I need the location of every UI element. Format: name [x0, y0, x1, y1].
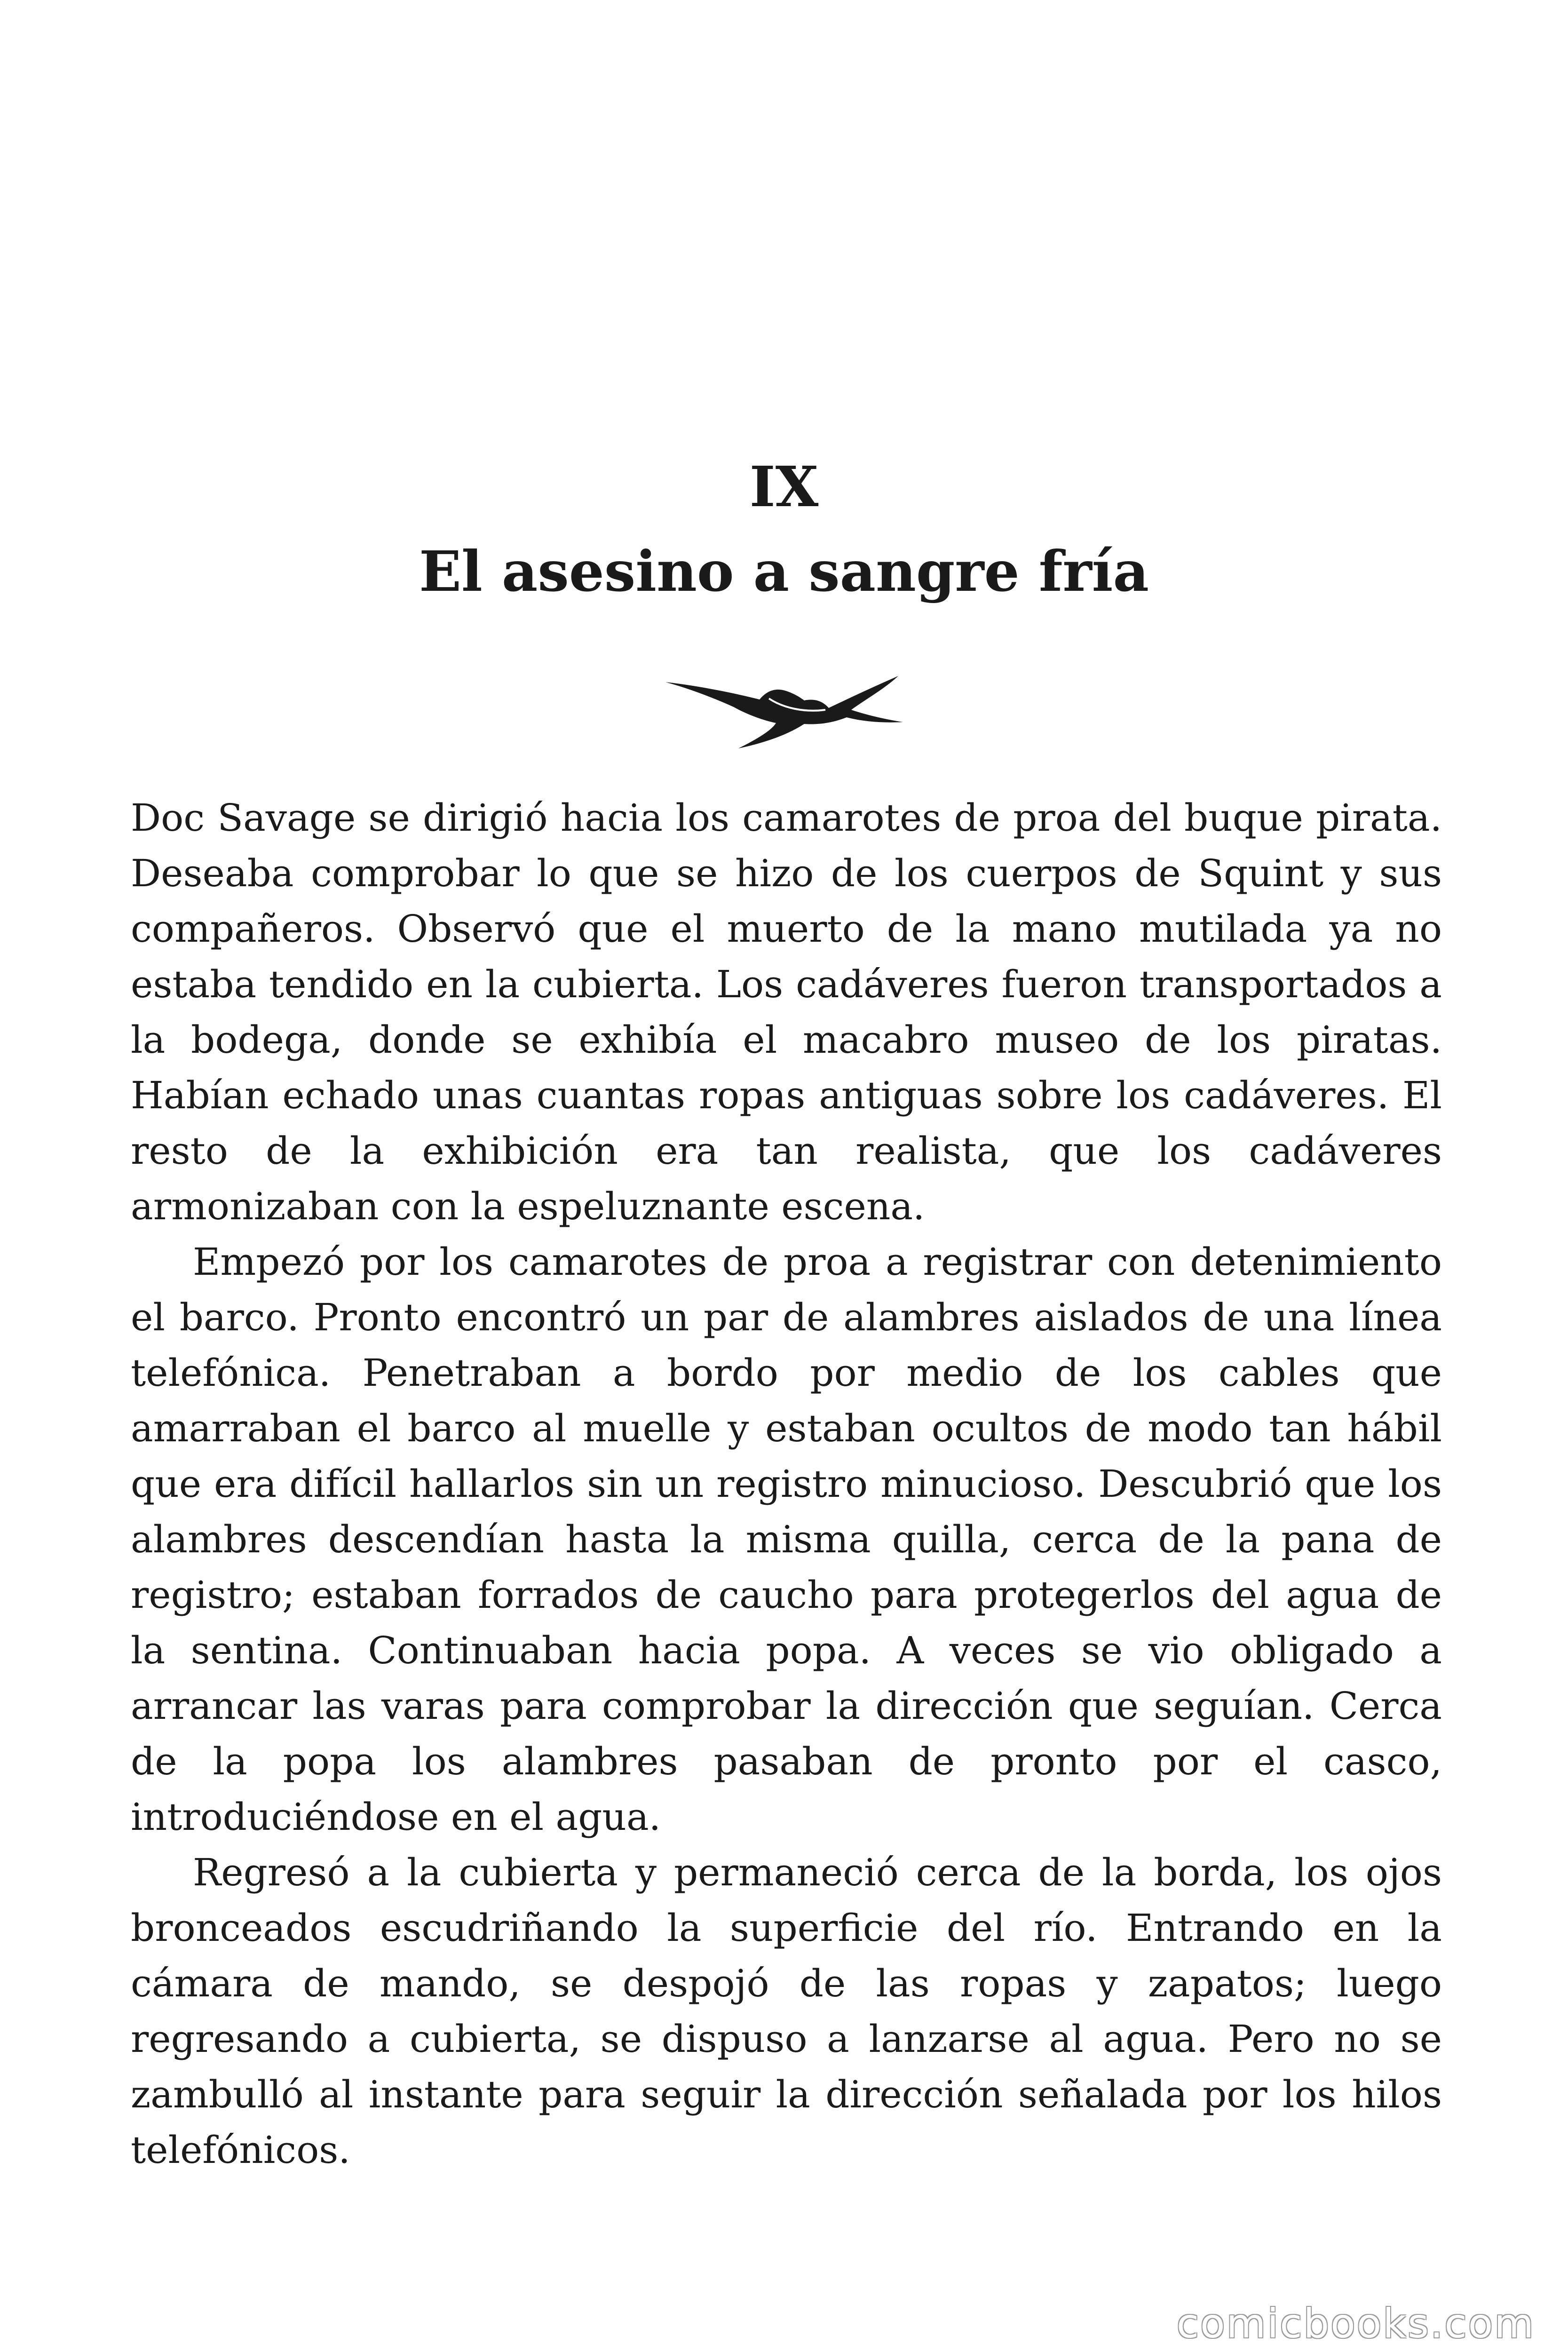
watermark: comicbooks.com	[1176, 2300, 1535, 2347]
chapter-title: El asesino a sangre fría	[419, 539, 1149, 604]
chapter-number: IX	[749, 454, 819, 519]
pterodactyl-ornament-icon	[663, 670, 908, 755]
paragraph-1: Doc Savage se dirigió hacia los camarotes de proa del buque pirata. Deseaba comprobar lo que se hizo de los cuerpos de Squint y sus compañeros. Observó que el muerto de la mano mutilada ya no estaba tendido en la cubierta. Los cadáveres fueron transportados a la bodega, donde se exhibía el macabro museo de los piratas. Habían echado unas cuantas ropas antiguas sobre los cadáveres. El resto de la exhibición era tan realista, que los cadáveres armonizaban con la espeluznante escena.	[131, 796, 1442, 1228]
paragraph-2: Empezó por los camarotes de proa a registrar con detenimiento el barco. Pronto encontró un par de alambres aislados de una línea telefónica. Penetraban a bordo por medio de los cables que amarraban el barco al muelle y estaban ocultos de modo tan hábil que era difícil hallarlos sin un registro minucioso. Descubrió que los alambres descendían hasta la misma quilla, cerca de la pana de registro; estaban forrados de caucho para protegerlos del agua de la sentina. Continuaban hacia popa. A veces se vio obligado a arrancar las varas para comprobar la dirección que seguían. Cerca de la popa los alambres pasaban de pronto por el casco, introduciéndose en el agua.	[131, 1240, 1442, 1839]
body-text	[131, 790, 1442, 2178]
paragraph-3: Regresó a la cubierta y permaneció cerca de la borda, los ojos bronceados escudriñando la superficie del río. Entrando en la cámara de mando, se despojó de las ropas y zapatos; luego regresando a cubierta, se dispuso a lanzarse al agua. Pero no se zambulló al instante para seguir la dirección señalada por los hilos telefónicos.	[131, 1851, 1442, 2172]
